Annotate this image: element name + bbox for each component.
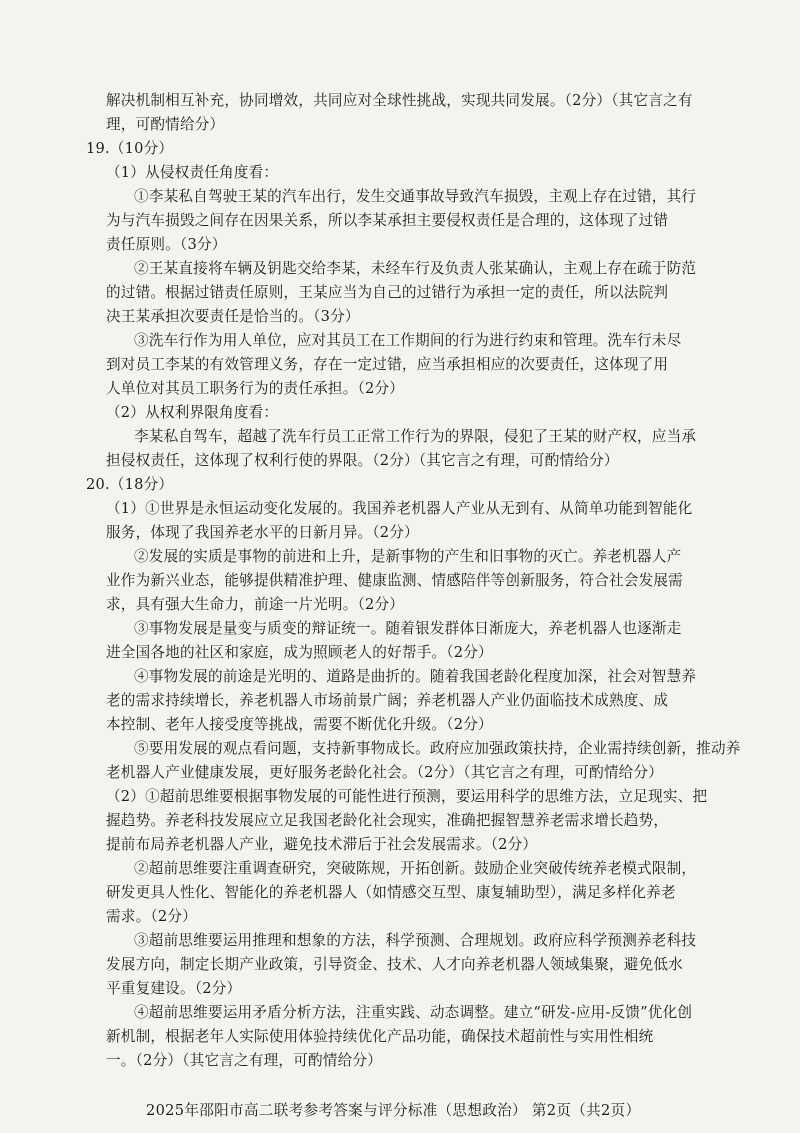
text-line: ⑤要用发展的观点看问题，支持新事物成长。政府应加强政策扶持，企业需持续创新，推动养 [134,740,741,757]
text-line: 的过错。根据过错责任原则，王某应当为自己的过错行为承担一定的责任，所以法院判 [106,284,669,301]
text-line: 新机制，根据老年人实际使用体验持续优化产品功能，确保技术超前性与实用性相统 [106,1028,654,1045]
text-line: 老的需求持续增长，养老机器人市场前景广阔；养老机器人产业仍面临技术成熟度、成 [106,692,669,709]
text-line: 理，可酌情给分） [106,116,225,133]
text-line: 决王某承担次要责任是恰当的。（3分） [106,308,360,325]
text-line: ③超前思维要运用推理和想象的方法，科学预测、合理规划。政府应科学预测养老科技 [134,932,697,949]
text-line: 一。（2分）（其它言之有理，可酌情给分） [106,1052,382,1069]
text-line: 求，具有强大生命力，前途一片光明。（2分） [106,596,405,613]
text-line: 发展方向，制定长期产业政策，引导资金、技术、人才向养老机器人领域集聚，避免低水 [106,956,683,973]
text-line: ②超前思维要注重调查研究，突破陈规，开拓创新。鼓励企业突破传统养老模式限制， [134,860,697,877]
text-line: ③事物发展是量变与质变的辩证统一。随着银发群体日渐庞大，养老机器人也逐渐走 [134,620,682,637]
text-line: ③洗车行作为用人单位，应对其员工在工作期间的行为进行约束和管理。洗车行未尽 [134,332,682,349]
text-line: ②发展的实质是事物的前进和上升，是新事物的产生和旧事物的灭亡。养老机器人产 [134,548,682,565]
text-line: （1）①世界是永恒运动变化发展的。我国养老机器人产业从无到有、从简单功能到智能化 [106,500,693,517]
text-line: 本控制、老年人接受度等挑战，需要不断优化升级。（2分） [106,716,493,733]
text-line: 人单位对其员工职务行为的责任承担。（2分） [106,380,405,397]
text-line: ②王某直接将车辆及钥匙交给李某，未经车行及负责人张某确认，主观上存在疏于防范 [134,260,697,277]
text-line: 到对员工李某的有效管理义务，存在一定过错，应当承担相应的次要责任，这体现了用 [106,356,669,373]
text-line: 老机器人产业健康发展，更好服务老龄化社会。（2分）（其它言之有理，可酌情给分） [106,764,664,781]
text-line: 责任原则。（3分） [106,236,227,253]
text-line: 研发更具人性化、智能化的养老机器人（如情感交互型、康复辅助型），满足多样化养老 [106,884,676,901]
text-line: 服务，体现了我国养老水平的日新月异。（2分） [106,524,419,541]
text-line: 解决机制相互补充，协同增效，共同应对全球性挑战，实现共同发展。（2分）（其它言之有 [106,92,693,109]
text-line: 需求。（2分） [106,908,197,925]
text-line: 握趋势。养老科技发展应立足我国老龄化社会现实，准确把握智慧养老需求增长趋势， [106,812,669,829]
text-line: 担侵权责任，这体现了权利行使的界限。（2分）（其它言之有理，可酌情给分） [106,452,619,469]
text-line: 进全国各地的社区和家庭，成为照顾老人的好帮手。（2分） [106,644,493,661]
text-line: 提前布局养老机器人产业，避免技术滞后于社会发展需求。（2分） [106,836,538,853]
text-line: ④超前思维要运用矛盾分析方法，注重实践、动态调整。建立“研发-应用-反馈”优化创 [134,1004,693,1021]
sub-heading: （1）从侵权责任角度看： [106,164,279,181]
text-line: 李某私自驾车，超越了洗车行员工正常工作行为的界限，侵犯了王某的财产权，应当承 [134,428,697,445]
text-line: 为与汽车损毁之间存在因果关系，所以李某承担主要侵权责任是合理的，这体现了过错 [106,212,669,229]
text-line: （2）①超前思维要根据事物发展的可能性进行预测，要运用科学的思维方法，立足现实、把 [106,788,708,805]
text-line: ④事物发展的前途是光明的、道路是曲折的。随着我国老龄化程度加深，社会对智慧养 [134,668,697,685]
text-line: 平重复建设。（2分） [106,980,242,997]
question-number: 20.（18分） [86,476,174,493]
text-line: ①李某私自驾驶王某的汽车出行，发生交通事故导致汽车损毁，主观上存在过错，其行 [134,188,697,205]
question-number: 19.（10分） [86,140,174,157]
text-line: 业作为新兴业态，能够提供精准护理、健康监测、情感陪伴等创新服务，符合社会发展需 [106,572,683,589]
sub-heading: （2）从权利界限角度看： [106,404,279,421]
page-footer: 2025年邵阳市高二联考参考答案与评分标准（思想政治） 第2页（共2页） [146,1102,641,1119]
